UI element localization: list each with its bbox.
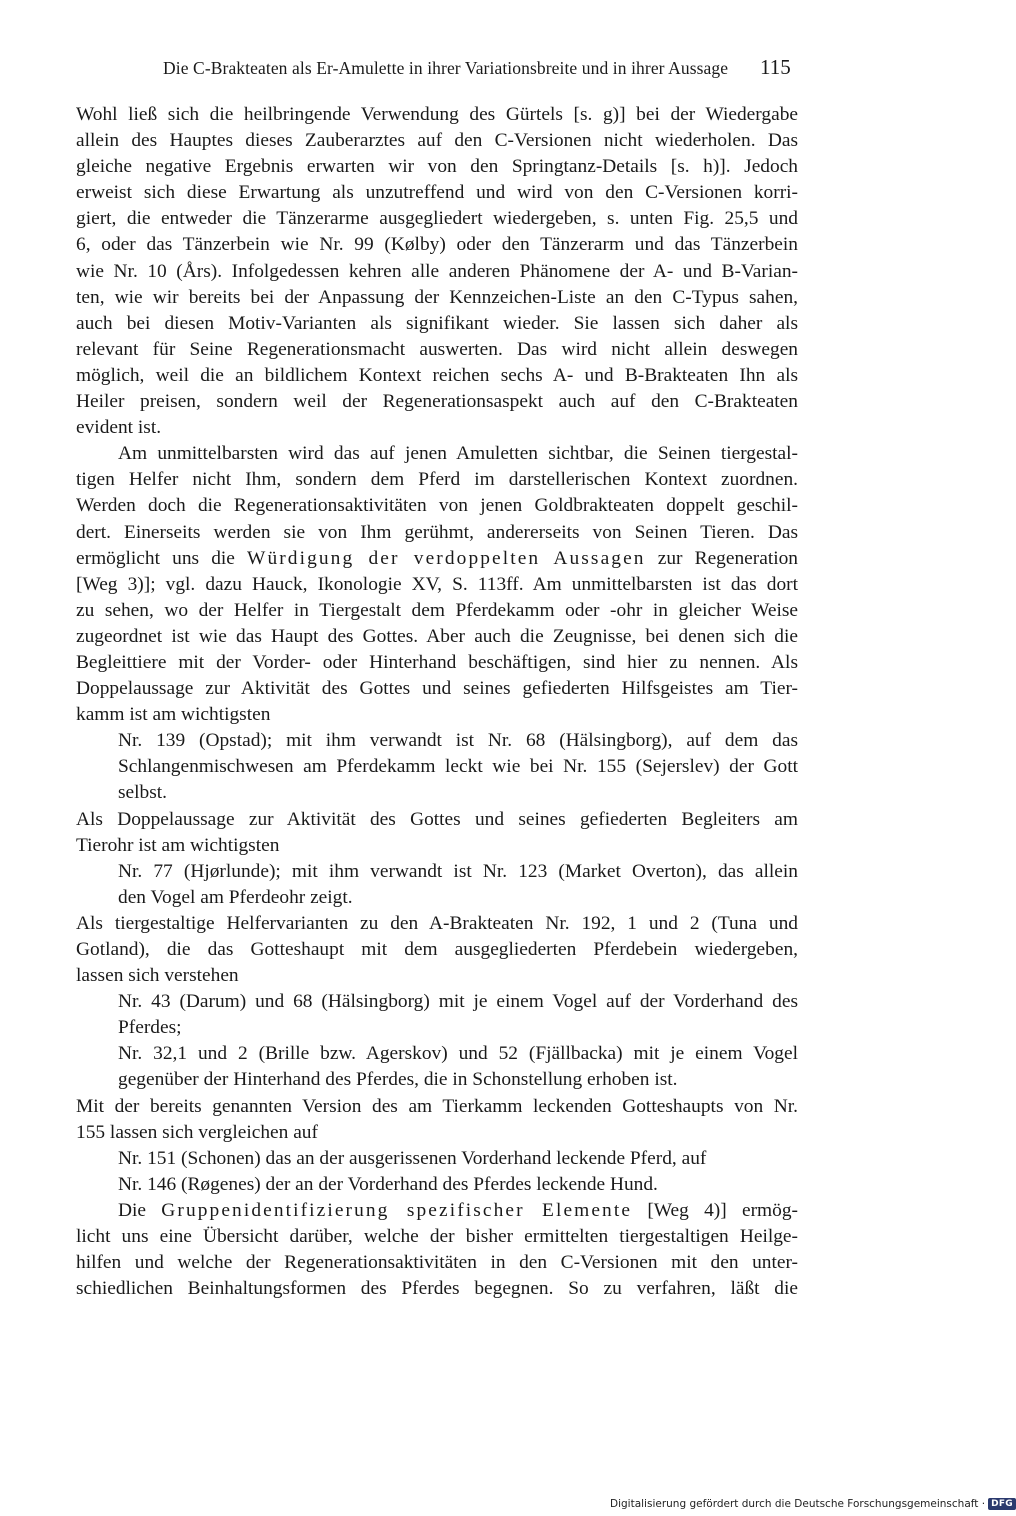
- text-line: den Vogel am Pferdeohr zeigt.: [118, 886, 353, 908]
- indented-entry-1: [76, 728, 798, 806]
- text-line: [76, 1198, 798, 1224]
- indented-entry-5: [76, 1146, 798, 1172]
- indented-entry-2: [76, 859, 798, 911]
- text-line: gleiche negative Ergebnis erwarten wir von den Springtanz-Details [s. h)]. Jedoch: [76, 156, 798, 178]
- text-run: zur Regeneration: [645, 547, 799, 569]
- page-number: 115: [760, 55, 791, 79]
- text-line: 155 lassen sich vergleichen auf: [76, 1121, 318, 1143]
- running-header: [0, 55, 1000, 88]
- text-line: Nr. 151 (Schonen) das an der ausgerissenen Vorderhand leckende Pferd, auf: [118, 1147, 707, 1169]
- text-line: gegenüber der Hinterhand des Pferdes, die in Schonstellung erhoben ist.: [118, 1069, 678, 1091]
- text-line: evident ist.: [76, 417, 162, 439]
- text-line: allein des Hauptes dieses Zauberarztes auf den C-Versionen nicht wiederholen. Das: [76, 130, 798, 152]
- text-line: licht uns eine Übersicht darüber, welche der bisher ermittelten tiergestaltigen Heilge-: [76, 1226, 798, 1248]
- body-text: [76, 102, 798, 1302]
- text-line: Schlangenmischwesen am Pferdekamm leckt wie bei Nr. 155 (Sejerslev) der Gott: [118, 756, 798, 778]
- text-line: zugeordnet ist wie das Haupt des Gottes. Aber auch die Zeugnisse, bei denen sich die: [76, 625, 798, 647]
- text-line: hilfen und welche der Regenerationsaktivitäten in den C-Versionen mit den unter-: [76, 1252, 798, 1274]
- indented-entry-4: [76, 1041, 798, 1093]
- text-line: Nr. 43 (Darum) und 68 (Hälsingborg) mit je einem Vogel auf der Vorderhand des: [118, 991, 798, 1013]
- text-line: Nr. 77 (Hjørlunde); mit ihm verwandt ist Nr. 123 (Market Overton), das allein: [118, 860, 798, 882]
- text-line: Nr. 139 (Opstad); mit ihm verwandt ist Nr. 68 (Hälsingborg), auf dem das: [118, 730, 798, 752]
- text-line: selbst.: [118, 782, 168, 804]
- text-line: lassen sich verstehen: [76, 965, 239, 987]
- paragraph-4: [76, 911, 798, 989]
- paragraph-6: [76, 1198, 798, 1302]
- paragraph-1: [76, 102, 798, 441]
- text-line: Als tiergestaltige Helfervarianten zu den A-Brakteaten Nr. 192, 1 und 2 (Tuna und: [76, 912, 798, 934]
- text-line: ten, wie wir bereits bei der Anpassung der Kennzeichen-Liste an den C-Typus sahen,: [76, 286, 798, 308]
- paragraph-2: [76, 441, 798, 728]
- text-line: Heiler preisen, sondern weil der Regenerationsaspekt auch auf den C-Brakteaten: [76, 391, 798, 413]
- text-line: Als Doppelaussage zur Aktivität des Gottes und seines gefiederten Begleiters am: [76, 808, 798, 830]
- spaced-emphasis: Gruppenidentifizierung spezifischer Elemente: [161, 1199, 633, 1221]
- text-run: ermöglicht uns die: [76, 547, 248, 569]
- text-line: [76, 546, 798, 572]
- text-line: dert. Einerseits werden sie von Ihm gerühmt, andererseits von Seinen Tieren. Das: [76, 521, 798, 543]
- text-line: wie Nr. 10 (Års). Infolgedessen kehren alle anderen Phänomene der A- und B-Varian-: [76, 260, 798, 282]
- text-run: Die: [118, 1199, 162, 1221]
- text-line: giert, die entweder die Tänzerarme ausgegliedert wiedergeben, s. unten Fig. 25,5 und: [76, 208, 798, 230]
- text-line: 6, oder das Tänzerbein wie Nr. 99 (Kølby) oder den Tänzerarm und das Tänzerbein: [76, 234, 798, 256]
- text-line: Werden doch die Regenerationsaktivitäten von jenen Goldbrakteaten doppelt geschil-: [76, 495, 798, 517]
- dfg-logo: DFG: [988, 1498, 1016, 1510]
- text-line: Wohl ließ sich die heilbringende Verwendung des Gürtels [s. g)] bei der Wiedergabe: [76, 104, 798, 125]
- text-line: schiedlichen Beinhaltungsformen des Pferdes begegnen. So zu verfahren, läßt die: [76, 1278, 798, 1300]
- text-line: Pferdes;: [118, 1017, 182, 1039]
- text-line: Mit der bereits genannten Version des am Tierkamm leckenden Gotteshaupts von Nr.: [76, 1095, 798, 1117]
- text-line: Tierohr ist am wichtigsten: [76, 834, 280, 856]
- indented-entry-3: [76, 989, 798, 1041]
- paragraph-5: [76, 1094, 798, 1146]
- text-line: kamm ist am wichtigsten: [76, 704, 271, 726]
- text-line: Nr. 146 (Røgenes) der an der Vorderhand des Pferdes leckende Hund.: [118, 1173, 658, 1195]
- text-line: Begleittiere mit der Vorder- oder Hinterhand beschäftigen, sind hier zu nennen. Als: [76, 651, 798, 673]
- text-line: möglich, weil die an bildlichem Kontext reichen sechs A- und B-Brakteaten Ihn als: [76, 364, 798, 386]
- text-line: relevant für Seine Regenerationsmacht auswerten. Das wird nicht allein deswegen: [76, 338, 798, 360]
- footer-text: Digitalisierung gefördert durch die Deutsche Forschungsgemeinschaft ·: [610, 1498, 986, 1510]
- text-line: erweist sich diese Erwartung als unzutreffend und wird von den C-Versionen korri-: [76, 182, 798, 204]
- text-line: zu sehen, wo der Helfer in Tiergestalt dem Pferdekamm oder -ohr in gleicher Weise: [76, 599, 798, 621]
- running-title: Die C-Brakteaten als Er-Amulette in ihrer Variationsbreite und in ihrer Aussage: [163, 58, 729, 78]
- text-line: Nr. 32,1 und 2 (Brille bzw. Agerskov) und 52 (Fjällbacka) mit je einem Vogel: [118, 1043, 798, 1065]
- text-line: Am unmittelbarsten wird das auf jenen Amuletten sichtbar, die Seinen tiergestal-: [118, 443, 798, 465]
- digitization-footer: [610, 1496, 1016, 1512]
- text-line: Doppelaussage zur Aktivität des Gottes und seines gefiederten Hilfsgeistes am Tier-: [76, 678, 798, 700]
- paragraph-3: [76, 807, 798, 859]
- text-line: Gotland), die das Gotteshaupt mit dem ausgegliederten Pferdebein wiedergeben,: [76, 939, 798, 960]
- text-line: [Weg 3)]; vgl. dazu Hauck, Ikonologie XV, S. 113ff. Am unmittelbarsten ist das dort: [76, 573, 798, 595]
- indented-entry-6: [76, 1172, 798, 1198]
- text-line: auch bei diesen Motiv-Varianten als signifikant wieder. Sie lassen sich daher als: [76, 312, 798, 334]
- text-line: tigen Helfer nicht Ihm, sondern dem Pferd im darstellerischen Kontext zuordnen.: [76, 469, 798, 491]
- text-run: [Weg 4)] ermög-: [632, 1199, 798, 1221]
- spaced-emphasis: Würdigung der verdoppelten Aussagen: [247, 547, 646, 569]
